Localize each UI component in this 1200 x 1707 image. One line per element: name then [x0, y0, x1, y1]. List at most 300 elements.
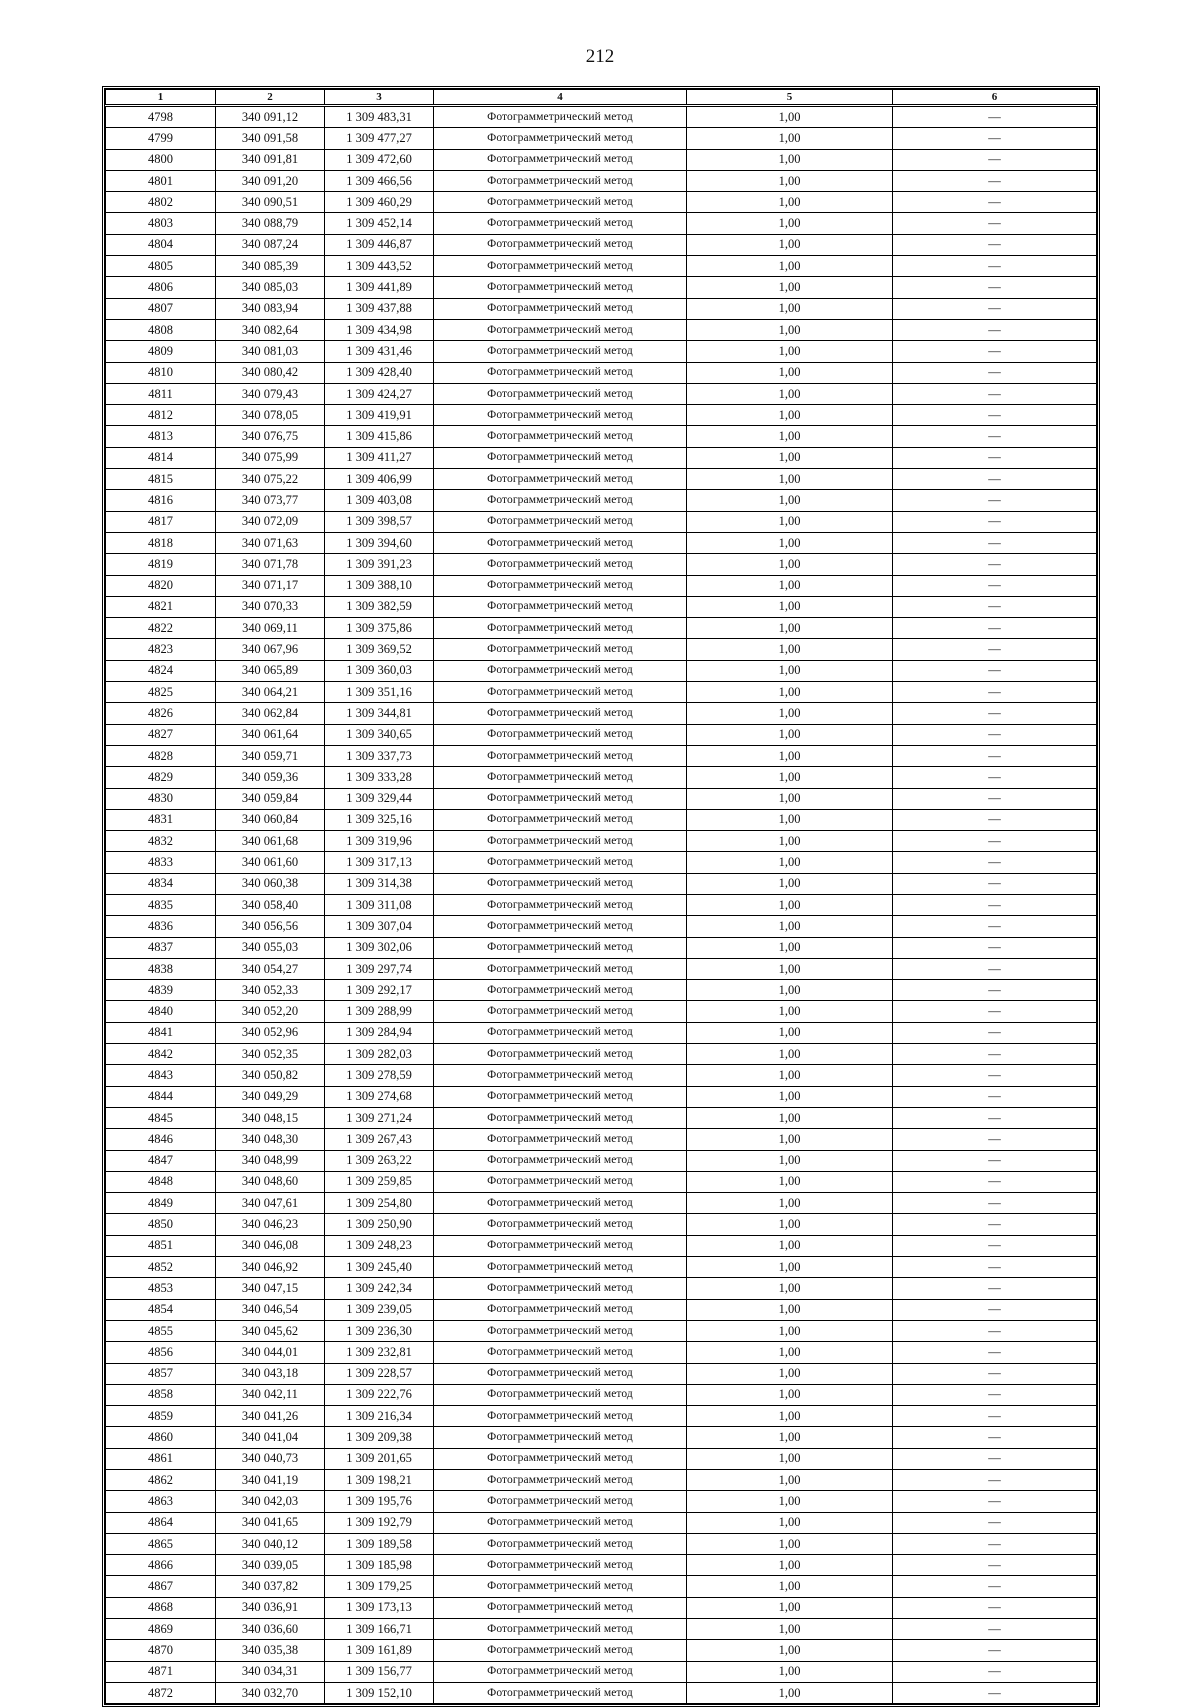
cell-note: —: [893, 256, 1097, 277]
cell-coord-y: 1 309 185,98: [325, 1555, 434, 1576]
cell-note: —: [893, 1555, 1097, 1576]
cell-method: Фотограмметрический метод: [434, 724, 687, 745]
cell-point-number: 4807: [106, 298, 216, 319]
table-row: [106, 490, 1097, 511]
cell-coord-x: 340 040,73: [216, 1448, 325, 1469]
cell-accuracy: 1,00: [687, 1682, 893, 1703]
cell-method: Фотограмметрический метод: [434, 1448, 687, 1469]
cell-point-number: 4842: [106, 1044, 216, 1065]
cell-point-number: 4844: [106, 1086, 216, 1107]
cell-coord-y: 1 309 189,58: [325, 1533, 434, 1554]
cell-accuracy: 1,00: [687, 511, 893, 532]
cell-coord-x: 340 046,54: [216, 1299, 325, 1320]
cell-coord-x: 340 091,12: [216, 106, 325, 128]
cell-coord-x: 340 061,60: [216, 852, 325, 873]
cell-coord-y: 1 309 398,57: [325, 511, 434, 532]
cell-coord-y: 1 309 311,08: [325, 894, 434, 915]
cell-accuracy: 1,00: [687, 426, 893, 447]
cell-note: —: [893, 149, 1097, 170]
cell-method: Фотограмметрический метод: [434, 1086, 687, 1107]
table-row: [106, 277, 1097, 298]
cell-note: —: [893, 1406, 1097, 1427]
cell-point-number: 4858: [106, 1384, 216, 1405]
table-row: [106, 1065, 1097, 1086]
cell-coord-x: 340 087,24: [216, 234, 325, 255]
cell-note: —: [893, 1576, 1097, 1597]
cell-accuracy: 1,00: [687, 1235, 893, 1256]
cell-coord-x: 340 052,35: [216, 1044, 325, 1065]
cell-accuracy: 1,00: [687, 660, 893, 681]
cell-accuracy: 1,00: [687, 532, 893, 553]
cell-note: —: [893, 1427, 1097, 1448]
cell-coord-y: 1 309 288,99: [325, 1001, 434, 1022]
cell-accuracy: 1,00: [687, 1214, 893, 1235]
cell-accuracy: 1,00: [687, 554, 893, 575]
cell-coord-y: 1 309 195,76: [325, 1491, 434, 1512]
cell-note: —: [893, 660, 1097, 681]
header-col-1: 1: [106, 90, 216, 106]
cell-coord-x: 340 032,70: [216, 1682, 325, 1703]
cell-note: —: [893, 937, 1097, 958]
cell-coord-x: 340 082,64: [216, 319, 325, 340]
cell-point-number: 4826: [106, 703, 216, 724]
cell-point-number: 4812: [106, 405, 216, 426]
cell-note: —: [893, 1384, 1097, 1405]
cell-point-number: 4854: [106, 1299, 216, 1320]
cell-note: —: [893, 532, 1097, 553]
cell-method: Фотограмметрический метод: [434, 405, 687, 426]
cell-point-number: 4870: [106, 1640, 216, 1661]
cell-note: —: [893, 277, 1097, 298]
cell-coord-y: 1 309 388,10: [325, 575, 434, 596]
cell-coord-x: 340 040,12: [216, 1533, 325, 1554]
cell-point-number: 4839: [106, 980, 216, 1001]
cell-coord-y: 1 309 472,60: [325, 149, 434, 170]
table-row: [106, 554, 1097, 575]
table-row: [106, 1214, 1097, 1235]
cell-point-number: 4806: [106, 277, 216, 298]
table-row: [106, 1661, 1097, 1682]
cell-coord-y: 1 309 222,76: [325, 1384, 434, 1405]
cell-coord-y: 1 309 434,98: [325, 319, 434, 340]
cell-coord-y: 1 309 302,06: [325, 937, 434, 958]
table-row: [106, 362, 1097, 383]
cell-note: —: [893, 958, 1097, 979]
cell-coord-x: 340 048,30: [216, 1129, 325, 1150]
cell-accuracy: 1,00: [687, 341, 893, 362]
cell-accuracy: 1,00: [687, 277, 893, 298]
cell-accuracy: 1,00: [687, 469, 893, 490]
cell-note: —: [893, 1235, 1097, 1256]
cell-coord-x: 340 073,77: [216, 490, 325, 511]
cell-coord-y: 1 309 307,04: [325, 916, 434, 937]
cell-note: —: [893, 852, 1097, 873]
cell-accuracy: 1,00: [687, 937, 893, 958]
cell-coord-x: 340 050,82: [216, 1065, 325, 1086]
cell-method: Фотограмметрический метод: [434, 703, 687, 724]
cell-coord-x: 340 062,84: [216, 703, 325, 724]
cell-accuracy: 1,00: [687, 703, 893, 724]
table-row: [106, 937, 1097, 958]
page-number: 212: [585, 46, 615, 67]
cell-coord-y: 1 309 274,68: [325, 1086, 434, 1107]
cell-point-number: 4811: [106, 383, 216, 404]
cell-method: Фотограмметрический метод: [434, 277, 687, 298]
cell-coord-x: 340 060,84: [216, 809, 325, 830]
cell-method: Фотограмметрический метод: [434, 128, 687, 149]
header-col-5: 5: [687, 90, 893, 106]
cell-accuracy: 1,00: [687, 980, 893, 1001]
cell-coord-x: 340 067,96: [216, 639, 325, 660]
table-row: [106, 916, 1097, 937]
table-row: [106, 149, 1097, 170]
cell-note: —: [893, 575, 1097, 596]
table-row: [106, 1363, 1097, 1384]
cell-point-number: 4831: [106, 809, 216, 830]
cell-coord-y: 1 309 340,65: [325, 724, 434, 745]
cell-note: —: [893, 1682, 1097, 1703]
cell-point-number: 4841: [106, 1022, 216, 1043]
cell-coord-y: 1 309 259,85: [325, 1171, 434, 1192]
cell-point-number: 4814: [106, 447, 216, 468]
cell-point-number: 4813: [106, 426, 216, 447]
cell-point-number: 4829: [106, 767, 216, 788]
cell-method: Фотограмметрический метод: [434, 596, 687, 617]
cell-coord-x: 340 085,03: [216, 277, 325, 298]
cell-coord-x: 340 069,11: [216, 618, 325, 639]
cell-note: —: [893, 1257, 1097, 1278]
cell-coord-x: 340 054,27: [216, 958, 325, 979]
cell-note: —: [893, 1299, 1097, 1320]
cell-accuracy: 1,00: [687, 1640, 893, 1661]
cell-note: —: [893, 1597, 1097, 1618]
cell-note: —: [893, 1512, 1097, 1533]
cell-point-number: 4867: [106, 1576, 216, 1597]
cell-note: —: [893, 1342, 1097, 1363]
cell-coord-y: 1 309 278,59: [325, 1065, 434, 1086]
cell-coord-y: 1 309 239,05: [325, 1299, 434, 1320]
cell-point-number: 4827: [106, 724, 216, 745]
header-col-4: 4: [434, 90, 687, 106]
cell-method: Фотограмметрический метод: [434, 362, 687, 383]
cell-point-number: 4849: [106, 1193, 216, 1214]
cell-accuracy: 1,00: [687, 1107, 893, 1128]
cell-method: Фотограмметрический метод: [434, 234, 687, 255]
cell-note: —: [893, 1001, 1097, 1022]
cell-note: —: [893, 1320, 1097, 1341]
table-row: [106, 1619, 1097, 1640]
cell-coord-x: 340 042,11: [216, 1384, 325, 1405]
cell-coord-y: 1 309 228,57: [325, 1363, 434, 1384]
table-row: [106, 341, 1097, 362]
cell-coord-x: 340 036,91: [216, 1597, 325, 1618]
cell-coord-x: 340 041,04: [216, 1427, 325, 1448]
table-row: [106, 106, 1097, 128]
cell-point-number: 4808: [106, 319, 216, 340]
table-row: [106, 745, 1097, 766]
cell-method: Фотограмметрический метод: [434, 958, 687, 979]
cell-note: —: [893, 596, 1097, 617]
cell-method: Фотограмметрический метод: [434, 1619, 687, 1640]
cell-coord-y: 1 309 337,73: [325, 745, 434, 766]
cell-note: —: [893, 554, 1097, 575]
cell-point-number: 4847: [106, 1150, 216, 1171]
table-row: [106, 192, 1097, 213]
cell-point-number: 4798: [106, 106, 216, 128]
header-row: [106, 90, 1097, 106]
cell-method: Фотограмметрический метод: [434, 809, 687, 830]
cell-coord-x: 340 090,51: [216, 192, 325, 213]
cell-coord-x: 340 044,01: [216, 1342, 325, 1363]
cell-accuracy: 1,00: [687, 1171, 893, 1192]
cell-point-number: 4799: [106, 128, 216, 149]
table-row: [106, 1555, 1097, 1576]
cell-method: Фотограмметрический метод: [434, 1406, 687, 1427]
cell-point-number: 4810: [106, 362, 216, 383]
cell-point-number: 4846: [106, 1129, 216, 1150]
cell-coord-y: 1 309 483,31: [325, 106, 434, 128]
cell-accuracy: 1,00: [687, 788, 893, 809]
cell-coord-x: 340 048,15: [216, 1107, 325, 1128]
cell-note: —: [893, 298, 1097, 319]
cell-method: Фотограмметрический метод: [434, 1576, 687, 1597]
cell-coord-x: 340 070,33: [216, 596, 325, 617]
table-row: [106, 383, 1097, 404]
table-row: [106, 1597, 1097, 1618]
table-row: [106, 788, 1097, 809]
cell-note: —: [893, 724, 1097, 745]
cell-note: —: [893, 234, 1097, 255]
table-row: [106, 1384, 1097, 1405]
cell-accuracy: 1,00: [687, 1044, 893, 1065]
cell-coord-y: 1 309 282,03: [325, 1044, 434, 1065]
table-row: [106, 682, 1097, 703]
cell-note: —: [893, 1214, 1097, 1235]
cell-accuracy: 1,00: [687, 1363, 893, 1384]
cell-point-number: 4837: [106, 937, 216, 958]
cell-accuracy: 1,00: [687, 1576, 893, 1597]
cell-note: —: [893, 362, 1097, 383]
cell-point-number: 4823: [106, 639, 216, 660]
cell-accuracy: 1,00: [687, 170, 893, 191]
cell-coord-x: 340 056,56: [216, 916, 325, 937]
cell-accuracy: 1,00: [687, 1427, 893, 1448]
table-row: [106, 575, 1097, 596]
cell-accuracy: 1,00: [687, 405, 893, 426]
cell-method: Фотограмметрический метод: [434, 1065, 687, 1086]
cell-note: —: [893, 1150, 1097, 1171]
cell-point-number: 4803: [106, 213, 216, 234]
cell-coord-y: 1 309 250,90: [325, 1214, 434, 1235]
cell-coord-y: 1 309 437,88: [325, 298, 434, 319]
table-row: [106, 1086, 1097, 1107]
cell-note: —: [893, 745, 1097, 766]
cell-method: Фотограмметрический метод: [434, 1682, 687, 1703]
cell-note: —: [893, 1533, 1097, 1554]
cell-accuracy: 1,00: [687, 106, 893, 128]
cell-coord-x: 340 091,58: [216, 128, 325, 149]
cell-method: Фотограмметрический метод: [434, 447, 687, 468]
cell-method: Фотограмметрический метод: [434, 852, 687, 873]
table-row: [106, 1342, 1097, 1363]
cell-method: Фотограмметрический метод: [434, 319, 687, 340]
cell-method: Фотограмметрический метод: [434, 1342, 687, 1363]
cell-note: —: [893, 894, 1097, 915]
cell-note: —: [893, 1065, 1097, 1086]
table-row: [106, 1299, 1097, 1320]
cell-point-number: 4843: [106, 1065, 216, 1086]
cell-note: —: [893, 916, 1097, 937]
cell-coord-x: 340 043,18: [216, 1363, 325, 1384]
cell-accuracy: 1,00: [687, 383, 893, 404]
cell-coord-x: 340 047,15: [216, 1278, 325, 1299]
cell-accuracy: 1,00: [687, 916, 893, 937]
cell-coord-x: 340 046,08: [216, 1235, 325, 1256]
cell-accuracy: 1,00: [687, 1448, 893, 1469]
cell-coord-x: 340 041,65: [216, 1512, 325, 1533]
cell-method: Фотограмметрический метод: [434, 298, 687, 319]
cell-coord-x: 340 035,38: [216, 1640, 325, 1661]
table-row: [106, 469, 1097, 490]
cell-method: Фотограмметрический метод: [434, 1640, 687, 1661]
cell-method: Фотограмметрический метод: [434, 1470, 687, 1491]
table-row: [106, 639, 1097, 660]
cell-method: Фотограмметрический метод: [434, 469, 687, 490]
cell-method: Фотограмметрический метод: [434, 383, 687, 404]
cell-accuracy: 1,00: [687, 596, 893, 617]
table-row: [106, 980, 1097, 1001]
coordinates-table: [105, 89, 1097, 1704]
cell-accuracy: 1,00: [687, 682, 893, 703]
cell-coord-y: 1 309 375,86: [325, 618, 434, 639]
cell-point-number: 4864: [106, 1512, 216, 1533]
cell-coord-x: 340 059,71: [216, 745, 325, 766]
cell-coord-x: 340 048,60: [216, 1171, 325, 1192]
cell-accuracy: 1,00: [687, 1299, 893, 1320]
table-row: [106, 1512, 1097, 1533]
table-row: [106, 852, 1097, 873]
cell-method: Фотограмметрический метод: [434, 788, 687, 809]
cell-coord-y: 1 309 441,89: [325, 277, 434, 298]
cell-point-number: 4804: [106, 234, 216, 255]
cell-coord-x: 340 091,81: [216, 149, 325, 170]
cell-point-number: 4828: [106, 745, 216, 766]
cell-accuracy: 1,00: [687, 1065, 893, 1086]
cell-coord-y: 1 309 173,13: [325, 1597, 434, 1618]
cell-coord-y: 1 309 406,99: [325, 469, 434, 490]
cell-method: Фотограмметрический метод: [434, 1129, 687, 1150]
cell-point-number: 4868: [106, 1597, 216, 1618]
cell-method: Фотограмметрический метод: [434, 106, 687, 128]
cell-coord-x: 340 052,33: [216, 980, 325, 1001]
cell-coord-x: 340 055,03: [216, 937, 325, 958]
cell-coord-y: 1 309 245,40: [325, 1257, 434, 1278]
cell-note: —: [893, 980, 1097, 1001]
cell-point-number: 4830: [106, 788, 216, 809]
cell-coord-x: 340 047,61: [216, 1193, 325, 1214]
table-row: [106, 405, 1097, 426]
cell-method: Фотограмметрический метод: [434, 1320, 687, 1341]
table-row: [106, 831, 1097, 852]
cell-coord-y: 1 309 317,13: [325, 852, 434, 873]
cell-point-number: 4838: [106, 958, 216, 979]
cell-coord-x: 340 071,63: [216, 532, 325, 553]
cell-point-number: 4819: [106, 554, 216, 575]
cell-point-number: 4850: [106, 1214, 216, 1235]
cell-coord-x: 340 071,17: [216, 575, 325, 596]
cell-coord-y: 1 309 236,30: [325, 1320, 434, 1341]
cell-method: Фотограмметрический метод: [434, 682, 687, 703]
cell-coord-x: 340 061,64: [216, 724, 325, 745]
cell-method: Фотограмметрический метод: [434, 1363, 687, 1384]
cell-method: Фотограмметрический метод: [434, 532, 687, 553]
cell-point-number: 4820: [106, 575, 216, 596]
cell-accuracy: 1,00: [687, 447, 893, 468]
cell-accuracy: 1,00: [687, 362, 893, 383]
cell-method: Фотограмметрический метод: [434, 170, 687, 191]
header-col-3: 3: [325, 90, 434, 106]
table-row: [106, 1193, 1097, 1214]
cell-point-number: 4861: [106, 1448, 216, 1469]
cell-point-number: 4862: [106, 1470, 216, 1491]
cell-method: Фотограмметрический метод: [434, 1299, 687, 1320]
cell-method: Фотограмметрический метод: [434, 660, 687, 681]
table-row: [106, 170, 1097, 191]
cell-point-number: 4852: [106, 1257, 216, 1278]
cell-point-number: 4840: [106, 1001, 216, 1022]
table-row: [106, 1278, 1097, 1299]
cell-method: Фотограмметрический метод: [434, 256, 687, 277]
cell-point-number: 4822: [106, 618, 216, 639]
cell-note: —: [893, 341, 1097, 362]
cell-accuracy: 1,00: [687, 1001, 893, 1022]
cell-point-number: 4833: [106, 852, 216, 873]
cell-method: Фотограмметрический метод: [434, 575, 687, 596]
cell-point-number: 4851: [106, 1235, 216, 1256]
cell-coord-x: 340 072,09: [216, 511, 325, 532]
cell-coord-x: 340 081,03: [216, 341, 325, 362]
cell-note: —: [893, 703, 1097, 724]
cell-note: —: [893, 213, 1097, 234]
cell-note: —: [893, 106, 1097, 128]
cell-coord-y: 1 309 391,23: [325, 554, 434, 575]
cell-point-number: 4845: [106, 1107, 216, 1128]
table-row: [106, 809, 1097, 830]
cell-accuracy: 1,00: [687, 575, 893, 596]
cell-coord-y: 1 309 325,16: [325, 809, 434, 830]
cell-method: Фотограмметрический метод: [434, 149, 687, 170]
table-row: [106, 319, 1097, 340]
cell-note: —: [893, 1129, 1097, 1150]
cell-method: Фотограмметрический метод: [434, 1044, 687, 1065]
cell-accuracy: 1,00: [687, 1619, 893, 1640]
cell-note: —: [893, 1619, 1097, 1640]
cell-method: Фотограмметрический метод: [434, 1235, 687, 1256]
cell-accuracy: 1,00: [687, 149, 893, 170]
cell-coord-x: 340 059,36: [216, 767, 325, 788]
cell-coord-y: 1 309 443,52: [325, 256, 434, 277]
table-row: [106, 1640, 1097, 1661]
cell-note: —: [893, 767, 1097, 788]
table-row: [106, 532, 1097, 553]
cell-coord-x: 340 052,20: [216, 1001, 325, 1022]
cell-coord-y: 1 309 428,40: [325, 362, 434, 383]
cell-coord-x: 340 085,39: [216, 256, 325, 277]
cell-coord-x: 340 059,84: [216, 788, 325, 809]
cell-coord-y: 1 309 477,27: [325, 128, 434, 149]
cell-accuracy: 1,00: [687, 1022, 893, 1043]
cell-point-number: 4836: [106, 916, 216, 937]
